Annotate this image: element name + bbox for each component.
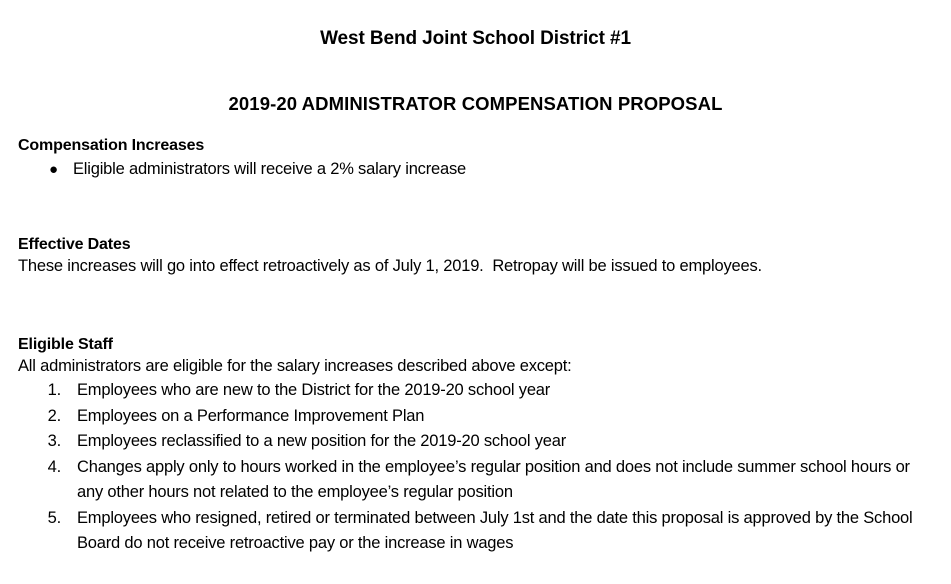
list-item-number: 2. (47, 406, 61, 425)
section-eligible-staff (18, 335, 933, 557)
document-title: West Bend Joint School District #1 (320, 27, 631, 49)
list-item-text: Employees who are new to the District for the 2019-20 school year (77, 381, 551, 399)
list-item-text: Employees reclassified to a new position for the 2019-20 school year (77, 432, 567, 450)
list-item-number: 4. (47, 457, 61, 476)
list-item-number: 3. (47, 432, 61, 450)
list-item-number: 1. (47, 381, 61, 399)
section-effective-dates (18, 235, 933, 277)
eligible-staff-exception-list (18, 378, 933, 557)
list-item (18, 158, 933, 181)
list-item-text: Changes apply only to hours worked in the employee’s regular position and does not include summer school hours or any other hours not related to the employee’s regular position (77, 457, 910, 501)
compensation-bullet-list (18, 158, 933, 181)
eligible-staff-intro: All administrators are eligible for the salary increases described above except: (18, 357, 572, 375)
heading-compensation-increases: Compensation Increases (18, 137, 205, 154)
table-row (18, 455, 933, 506)
table-row (18, 429, 933, 455)
bullet-icon: ● (49, 161, 58, 178)
heading-effective-dates: Effective Dates (18, 236, 131, 253)
table-row (18, 506, 933, 557)
effective-dates-body: These increases will go into effect retroactively as of July 1, 2019. Retropay will be issued to employees. (18, 257, 762, 275)
table-row (18, 378, 933, 404)
list-item-number: 5. (47, 508, 61, 527)
heading-eligible-staff: Eligible Staff (18, 336, 113, 353)
list-item-text: Eligible administrators will receive a 2% salary increase (73, 160, 467, 178)
list-item-text: Employees on a Performance Improvement Plan (77, 406, 425, 425)
section-compensation-increases (18, 136, 933, 181)
list-item-text: Employees who resigned, retired or terminated between July 1st and the date this proposal is approved by the School Board do not receive retroactive pay or the increase in wages (77, 508, 913, 552)
table-row (18, 404, 933, 430)
document-subtitle: 2019-20 ADMINISTRATOR COMPENSATION PROPOSAL (228, 93, 723, 115)
